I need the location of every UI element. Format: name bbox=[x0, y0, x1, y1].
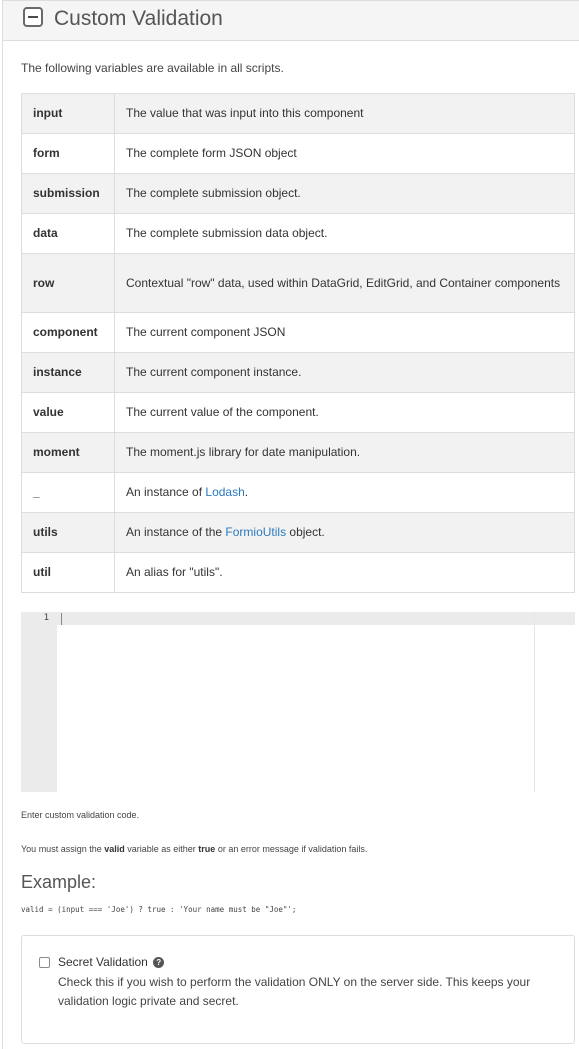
variable-name: utils bbox=[22, 513, 115, 553]
table-row bbox=[22, 353, 575, 393]
variable-name: data bbox=[22, 214, 115, 254]
variable-name: component bbox=[22, 313, 115, 353]
secret-validation-description: Check this if you wish to perform the validation ONLY on the server side. This keeps your validation logic private and secret. bbox=[58, 975, 531, 1008]
description-prefix: An instance of the bbox=[126, 525, 226, 539]
line-number: 1 bbox=[43, 613, 49, 623]
secret-validation-label-row[interactable] bbox=[58, 954, 164, 970]
variable-description: The current component JSON bbox=[115, 313, 575, 353]
secret-validation-label: Secret Validation bbox=[58, 955, 148, 969]
editor-print-margin bbox=[534, 612, 535, 792]
panel-title: Custom Validation bbox=[54, 7, 223, 30]
variable-description: The complete form JSON object bbox=[115, 134, 575, 174]
variable-name: _ bbox=[22, 473, 115, 513]
variable-name: input bbox=[22, 94, 115, 134]
variable-description: The complete submission object. bbox=[115, 174, 575, 214]
description-suffix: . bbox=[244, 485, 249, 499]
variable-name: submission bbox=[22, 174, 115, 214]
table-row bbox=[22, 174, 575, 214]
variable-description: The current component instance. bbox=[115, 353, 575, 393]
variable-name: moment bbox=[22, 433, 115, 473]
variable-description bbox=[115, 473, 575, 513]
assign-help-text bbox=[21, 844, 367, 854]
table-row bbox=[22, 433, 575, 473]
minus-square-icon[interactable] bbox=[23, 7, 43, 27]
description-prefix: An instance of bbox=[126, 485, 206, 499]
editor-help-text: Enter custom validation code. bbox=[21, 810, 140, 820]
assign-prefix: You must assign the bbox=[21, 844, 105, 854]
variable-name: row bbox=[22, 254, 115, 313]
assign-true: true bbox=[198, 844, 216, 854]
secret-validation-checkbox[interactable] bbox=[39, 957, 50, 968]
variable-description: An alias for "utils". bbox=[115, 553, 575, 593]
editor-active-line bbox=[57, 612, 575, 625]
variable-name: value bbox=[22, 393, 115, 433]
table-row bbox=[22, 313, 575, 353]
assign-suffix: or an error message if validation fails. bbox=[215, 844, 368, 854]
variable-description: The complete submission data object. bbox=[115, 214, 575, 254]
variable-doc-link[interactable]: Lodash bbox=[205, 485, 245, 499]
variable-description: The value that was input into this component bbox=[115, 94, 575, 134]
table-row bbox=[22, 94, 575, 134]
variables-intro: The following variables are available in all scripts. bbox=[21, 61, 284, 75]
variables-table bbox=[21, 93, 575, 593]
example-title: Example: bbox=[21, 872, 97, 892]
variable-doc-link[interactable]: FormioUtils bbox=[225, 525, 287, 539]
editor-gutter bbox=[21, 612, 57, 792]
variable-description bbox=[115, 513, 575, 553]
table-row bbox=[22, 134, 575, 174]
assign-middle: variable as either bbox=[124, 844, 199, 854]
table-row bbox=[22, 513, 575, 553]
description-suffix: object. bbox=[286, 525, 325, 539]
variable-description: The moment.js library for date manipulation. bbox=[115, 433, 575, 473]
variable-description: Contextual "row" data, used within DataGrid, EditGrid, and Container components bbox=[115, 254, 575, 313]
question-circle-icon[interactable]: ? bbox=[153, 957, 164, 968]
table-row bbox=[22, 473, 575, 513]
variable-name: form bbox=[22, 134, 115, 174]
code-editor[interactable] bbox=[21, 612, 575, 792]
secret-validation-panel bbox=[21, 935, 575, 1044]
example-code: valid = (input === 'Joe') ? true : 'Your name must be "Joe"'; bbox=[21, 905, 297, 914]
table-row bbox=[22, 254, 575, 313]
variable-description: The current value of the component. bbox=[115, 393, 575, 433]
panel-heading[interactable] bbox=[3, 1, 579, 41]
table-row bbox=[22, 393, 575, 433]
table-row bbox=[22, 214, 575, 254]
editor-cursor bbox=[61, 613, 62, 625]
table-row bbox=[22, 553, 575, 593]
variable-name: instance bbox=[22, 353, 115, 393]
assign-valid: valid bbox=[104, 844, 125, 854]
variable-name: util bbox=[22, 553, 115, 593]
